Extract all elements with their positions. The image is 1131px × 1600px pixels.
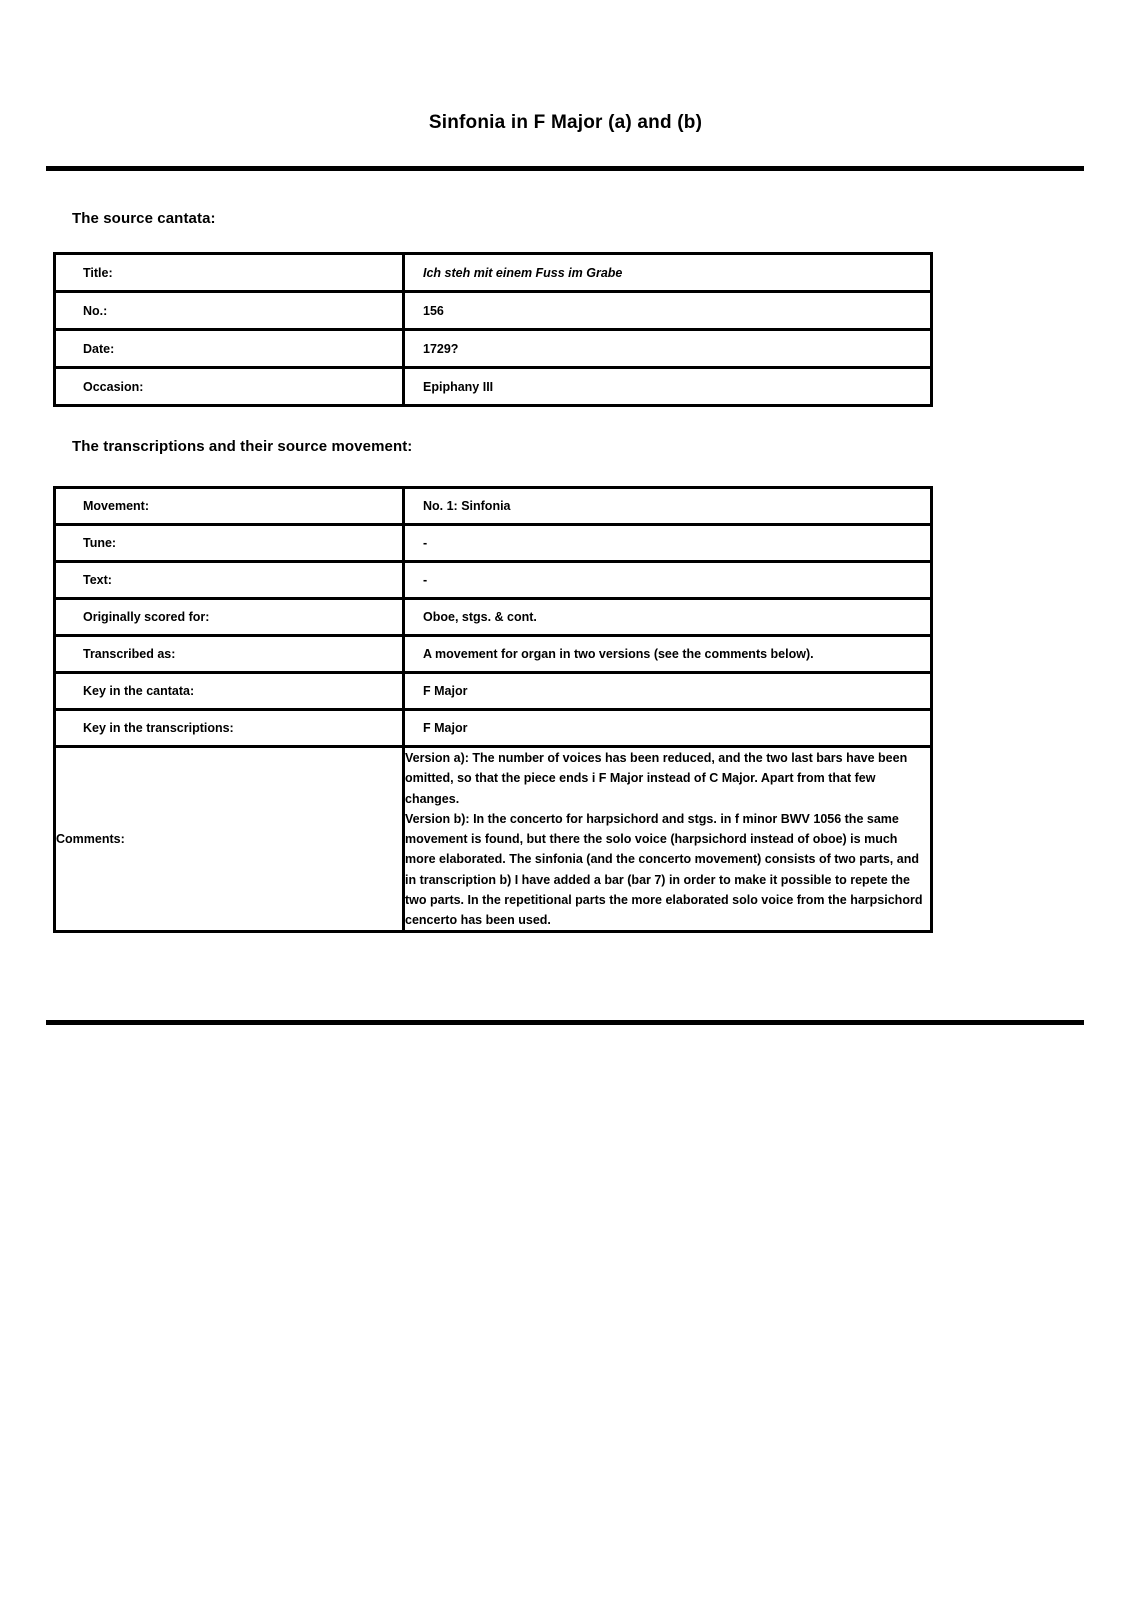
comment-paragraph-version-b: Version b): In the concerto for harpsichord and stgs. in f minor BWV 1056 the same movement is found, but there the solo voice (harpsichord instead of oboe) is much more elaborated. The sinfonia (and the concerto movement) consists of two parts, and in transcription b) I have added a bar (bar 7) in order to make it possible to repete the two parts. In the repetitional parts the more elaborated solo voice from the harpsichord cencerto has been used. — [405, 811, 923, 927]
row-value-movement: No. 1: Sinfonia — [404, 488, 932, 525]
table-row — [55, 525, 932, 562]
table-row — [55, 636, 932, 673]
table-row — [55, 330, 932, 368]
row-value-originally-scored-for: Oboe, stgs. & cont. — [404, 599, 932, 636]
comment-paragraph-version-a: Version a): The number of voices has been reduced, and the two last bars have been omitted, so that the piece ends i F Major instead of C Major. Apart from that few changes. — [405, 751, 908, 806]
row-value-key-in-the-cantata: F Major — [404, 673, 932, 710]
row-value-title: Ich steh mit einem Fuss im Grabe — [404, 254, 932, 292]
row-label-tune: Tune: — [55, 525, 404, 562]
row-label-originally-scored-for: Originally scored for: — [55, 599, 404, 636]
row-label-movement: Movement: — [55, 488, 404, 525]
table-row — [55, 673, 932, 710]
row-label-date: Date: — [55, 330, 404, 368]
row-value-text: - — [404, 562, 932, 599]
table-row — [55, 562, 932, 599]
table-row — [55, 254, 932, 292]
row-label-transcribed-as: Transcribed as: — [55, 636, 404, 673]
row-value-transcribed-as: A movement for organ in two versions (see the comments below). — [404, 636, 932, 673]
row-value-no: 156 — [404, 292, 932, 330]
table-row — [55, 488, 932, 525]
row-label-no: No.: — [55, 292, 404, 330]
table-row — [55, 710, 932, 747]
row-label-text: Text: — [55, 562, 404, 599]
page-title: Sinfonia in F Major (a) and (b) — [428, 112, 703, 133]
row-value-key-in-the-transcriptions: F Major — [404, 710, 932, 747]
table-row — [55, 599, 932, 636]
row-value-occasion: Epiphany III — [404, 368, 932, 406]
row-label-key-in-the-cantata: Key in the cantata: — [55, 673, 404, 710]
transcriptions-table — [53, 486, 933, 933]
table-row — [55, 368, 932, 406]
section-heading-transcriptions: The transcriptions and their source movement: — [72, 438, 413, 455]
source-cantata-table — [53, 252, 933, 407]
row-value-comments — [404, 747, 932, 932]
table-row — [55, 292, 932, 330]
row-label-occasion: Occasion: — [55, 368, 404, 406]
header-divider — [46, 166, 1084, 171]
section-heading-source-cantata: The source cantata: — [72, 210, 216, 227]
row-label-title: Title: — [55, 254, 404, 292]
row-value-tune: - — [404, 525, 932, 562]
row-value-date: 1729? — [404, 330, 932, 368]
row-label-comments: Comments: — [55, 747, 404, 932]
row-label-key-in-the-transcriptions: Key in the transcriptions: — [55, 710, 404, 747]
footer-divider — [46, 1020, 1084, 1025]
table-row-comments — [55, 747, 932, 932]
